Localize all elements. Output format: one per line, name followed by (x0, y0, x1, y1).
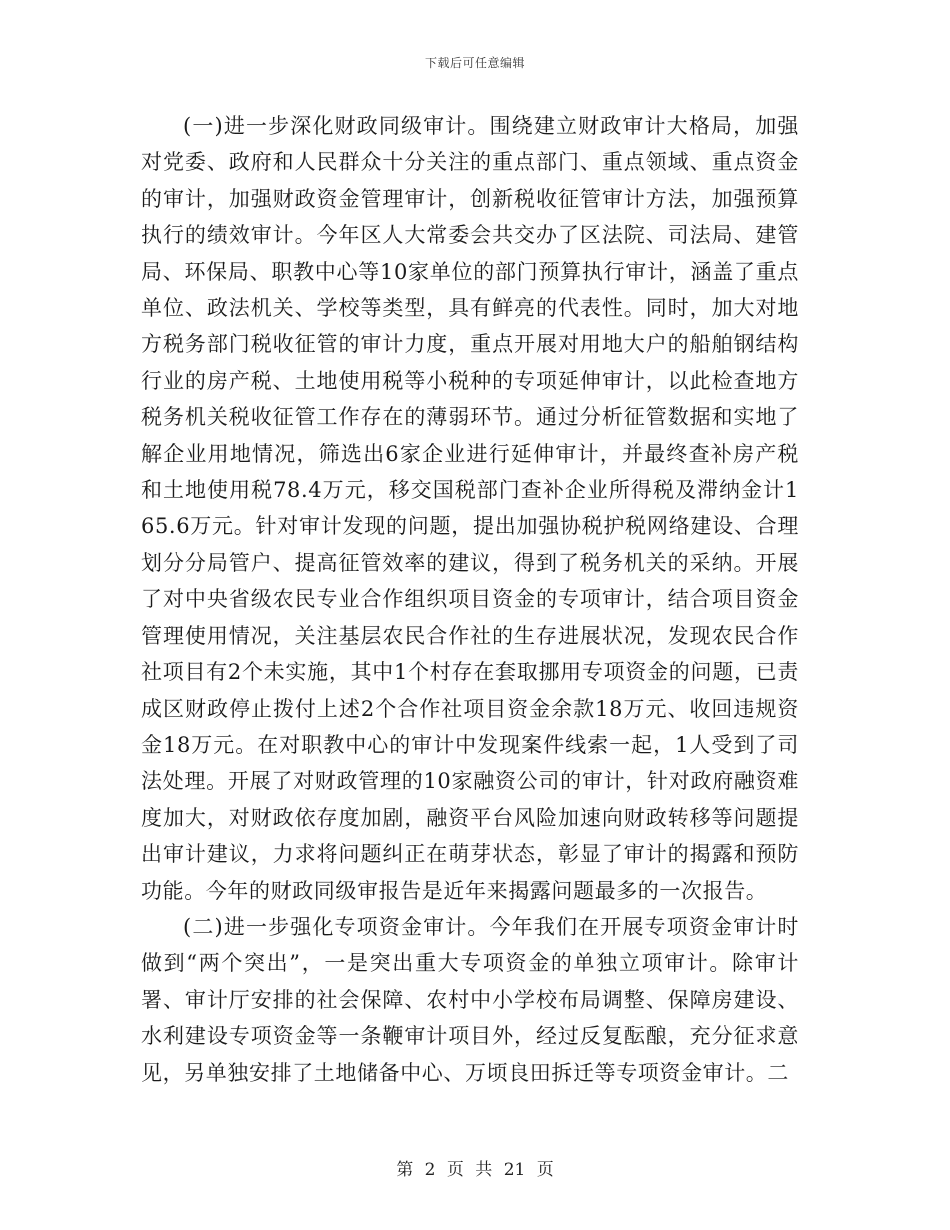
page-footer: 第 2 页 共 21 页 (396, 1160, 554, 1180)
paragraph-2: (二)进一步强化专项资金审计。今年我们在开展专项资金审计时做到“两个突出”，一是突出重大专项资金的单独立项审计。除审计署、审计厅安排的社会保障、农村中小学校布局调整、保障房建设、水利建设专项资金等一条鞭审计项目外，经过反复酝酿，充分征求意见，另单独安排了土地储备中心、万顷良田拆迁等专项资金审计。二 (141, 914, 799, 1085)
paragraph-1: (一)进一步深化财政同级审计。围绕建立财政审计大格局，加强对党委、政府和人民群众十分关注的重点部门、重点领域、重点资金的审计，加强财政资金管理审计，创新税收征管审计方法，加强预算执行的绩效审计。今年区人大常委会共交办了区法院、司法局、建管局、环保局、职教中心等10家单位的部门预算执行审计，涵盖了重点单位、政法机关、学校等类型，具有鲜亮的代表性。同时，加大对地方税务部门税收征管的审计力度，重点开展对用地大户的船舶钢结构行业的房产税、土地使用税等小税种的专项延伸审计，以此检查地方税务机关税收征管工作存在的薄弱环节。通过分析征管数据和实地了解企业用地情况，筛选出6家企业进行延伸审计，并最终查补房产税和土地使用税78.4万元，移交国税部门查补企业所得税及滞纳金计165.6万元。针对审计发现的问题，提出加强协税护税网络建设、合理划分分局管户、提高征管效率的建议，得到了税务机关的采纳。开展了对中央省级农民专业合作组织项目资金的专项审计，结合项目资金管理使用情况，关注基层农民合作社的生存进展状况，发现农民合作社项目有2个未实施，其中1个村存在套取挪用专项资金的问题，已责成区财政停止拨付上述2个合作社项目资金余款18万元、收回违规资金18万元。在对职教中心的审计中发现案件线索一起，1人受到了司法处理。开展了对财政管理的10家融资公司的审计，针对政府融资难度加大，对财政依存度加剧，融资平台风险加速向财政转移等问题提出审计建议，力求将问题纠正在萌芽状态，彰显了审计的揭露和预防功能。今年的财政同级审报告是近年来揭露问题最多的一次报告。 (141, 114, 799, 903)
page-header: 下载后可任意编辑 (424, 56, 525, 70)
document-body (141, 108, 799, 1091)
